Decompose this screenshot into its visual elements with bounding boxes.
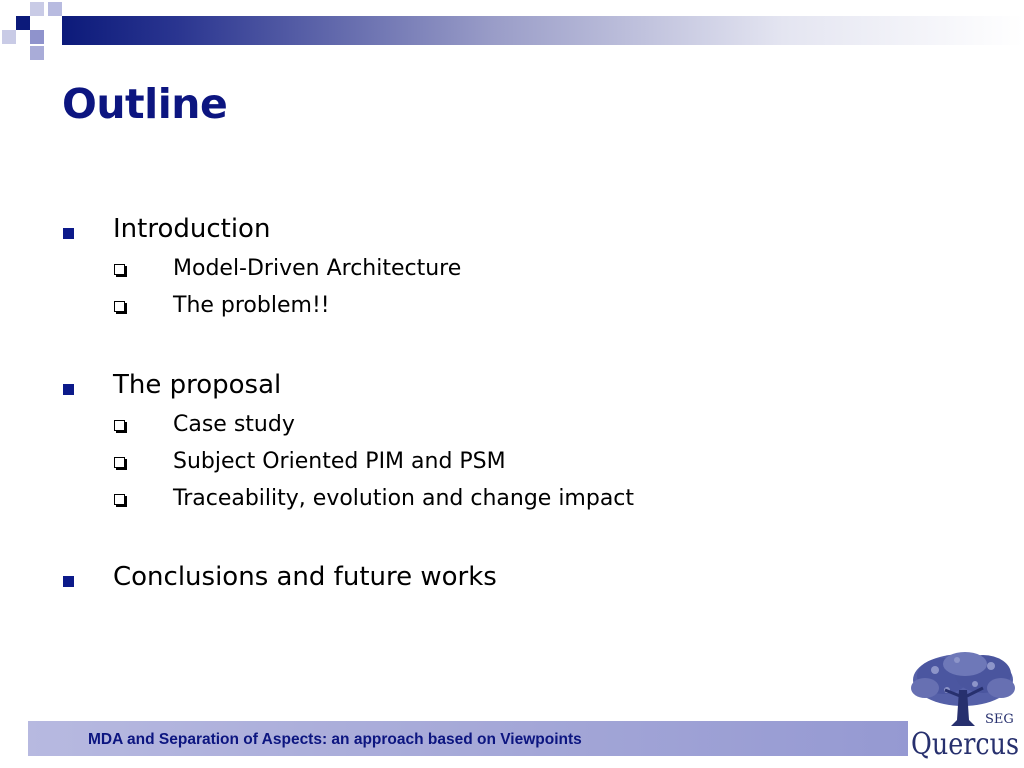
outline-subitem-label: Subject Oriented PIM and PSM	[173, 449, 506, 474]
logo-seg-text: SEG	[985, 712, 1014, 727]
footer-text: MDA and Separation of Aspects: an approach based on Viewpoints	[88, 731, 582, 748]
slide-title: Outline	[62, 80, 228, 128]
corner-square-mid	[30, 30, 44, 44]
square-bullet-icon	[63, 576, 74, 587]
corner-square-light	[48, 2, 62, 16]
hollow-square-bullet-icon	[114, 457, 125, 468]
square-bullet-icon	[63, 384, 74, 395]
corner-square-light	[2, 30, 16, 44]
outline-item-label: Introduction	[113, 214, 271, 244]
logo-quercus-text: Quercus	[911, 727, 1019, 760]
corner-square-dark	[16, 16, 30, 30]
top-gradient-bar	[62, 16, 1024, 45]
outline-item-label: The proposal	[113, 370, 282, 400]
quercus-logo	[905, 650, 1024, 760]
hollow-square-bullet-icon	[114, 420, 125, 431]
corner-square-light	[30, 46, 44, 60]
corner-square-light	[30, 2, 44, 16]
outline-subitem-label: The problem!!	[173, 293, 330, 318]
outline-subitem-label: Traceability, evolution and change impact	[173, 486, 635, 511]
square-bullet-icon	[63, 228, 74, 239]
outline-subitem-label: Case study	[173, 412, 295, 437]
outline-item-label: Conclusions and future works	[113, 562, 497, 592]
hollow-square-bullet-icon	[114, 494, 125, 505]
outline-subitem-label: Model-Driven Architecture	[173, 256, 462, 281]
hollow-square-bullet-icon	[114, 301, 125, 312]
hollow-square-bullet-icon	[114, 264, 125, 275]
